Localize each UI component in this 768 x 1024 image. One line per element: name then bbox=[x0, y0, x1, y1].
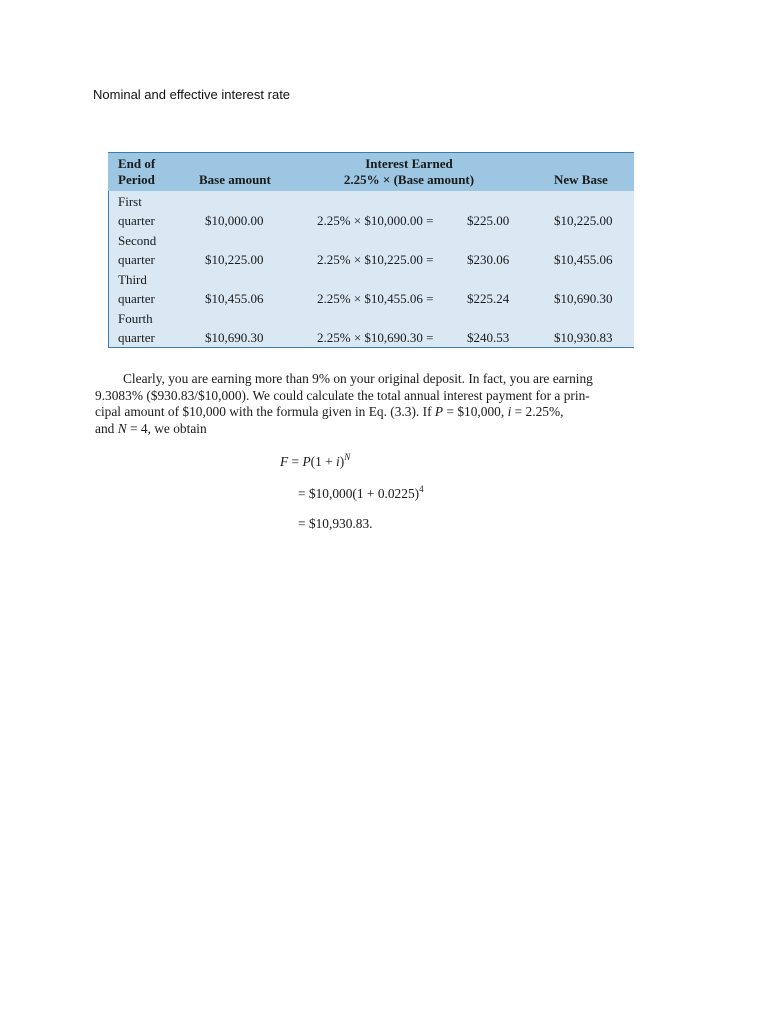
row-new-base: $10,225.00 bbox=[554, 213, 613, 228]
row-calculation: 2.25% × $10,455.06 = bbox=[317, 291, 434, 306]
text-fragment: = 2.25%, bbox=[511, 404, 564, 419]
compounding-table bbox=[108, 152, 634, 348]
header-new-base: New Base bbox=[554, 172, 608, 187]
variable-i: i bbox=[507, 404, 512, 419]
equation-line-result: = $10,930.83. bbox=[298, 516, 373, 531]
row-period-top: Second bbox=[118, 233, 157, 248]
row-calculation: 2.25% × $10,225.00 = bbox=[317, 252, 434, 267]
row-period-top: Fourth bbox=[118, 311, 153, 326]
row-interest: $230.06 bbox=[467, 252, 510, 267]
row-period-top: Third bbox=[118, 272, 147, 287]
header-base-amount: Base amount bbox=[199, 172, 271, 187]
variable-i: i bbox=[336, 454, 340, 469]
paragraph-line: Clearly, you are earning more than 9% on your original deposit. In fact, you are earning bbox=[123, 371, 593, 386]
text-fragment: ) bbox=[339, 454, 345, 469]
header-period bbox=[118, 156, 155, 188]
text-fragment: cipal amount of $10,000 with the formula given in Eq. (3.3). If bbox=[95, 404, 435, 419]
page-title: Nominal and effective interest rate bbox=[93, 87, 291, 102]
table-row bbox=[108, 269, 634, 308]
row-base-amount: $10,000.00 bbox=[205, 213, 264, 228]
row-calculation: 2.25% × $10,690.30 = bbox=[317, 330, 434, 345]
paragraph-line: 9.3083% ($930.83/$10,000). We could calculate the total annual interest payment for a prin- bbox=[95, 387, 590, 403]
header-interest-line1: Interest Earned bbox=[365, 156, 453, 171]
header-period-line1: End of bbox=[118, 156, 156, 171]
exponent-n: N bbox=[344, 452, 351, 462]
body-paragraph bbox=[95, 371, 651, 437]
row-base-amount: $10,455.06 bbox=[205, 291, 264, 306]
text-fragment: = $10,000(1 + 0.0225) bbox=[298, 486, 420, 501]
header-period-line2: Period bbox=[118, 172, 155, 187]
text-fragment: and bbox=[95, 420, 118, 436]
text-fragment: = $10,000, bbox=[443, 404, 508, 419]
paragraph-line bbox=[95, 421, 651, 438]
table-row bbox=[108, 230, 634, 269]
table-row bbox=[108, 308, 634, 347]
header-interest-line2: 2.25% × (Base amount) bbox=[343, 172, 475, 187]
variable-p: P bbox=[434, 404, 444, 419]
variable-f: F bbox=[280, 454, 289, 469]
row-period-bottom: quarter bbox=[118, 291, 155, 306]
equals-sign: = bbox=[288, 454, 303, 469]
paragraph-line bbox=[95, 404, 651, 421]
variable-n: N bbox=[117, 420, 127, 436]
exponent-4: 4 bbox=[419, 484, 424, 494]
row-new-base: $10,930.83 bbox=[554, 330, 613, 345]
table-body bbox=[108, 191, 634, 347]
row-period-bottom: quarter bbox=[118, 330, 155, 345]
table-header bbox=[108, 153, 634, 191]
row-interest: $240.53 bbox=[467, 330, 510, 345]
table-row bbox=[108, 191, 634, 230]
equation-line-formula bbox=[280, 454, 350, 470]
row-calculation: 2.25% × $10,000.00 = bbox=[317, 213, 434, 228]
row-interest: $225.24 bbox=[467, 291, 510, 306]
row-period-bottom: quarter bbox=[118, 252, 155, 267]
equation-line-substitution bbox=[298, 486, 424, 502]
row-base-amount: $10,690.30 bbox=[205, 330, 264, 345]
row-interest: $225.00 bbox=[467, 213, 510, 228]
row-new-base: $10,455.06 bbox=[554, 252, 613, 267]
row-base-amount: $10,225.00 bbox=[205, 252, 264, 267]
row-period-top: First bbox=[118, 194, 142, 209]
text-fragment: = 4, we obtain bbox=[126, 420, 207, 436]
row-period-bottom: quarter bbox=[118, 213, 155, 228]
text-fragment: (1 + bbox=[310, 454, 337, 469]
variable-p: P bbox=[302, 454, 311, 469]
row-new-base: $10,690.30 bbox=[554, 291, 613, 306]
header-interest-earned bbox=[334, 156, 484, 188]
